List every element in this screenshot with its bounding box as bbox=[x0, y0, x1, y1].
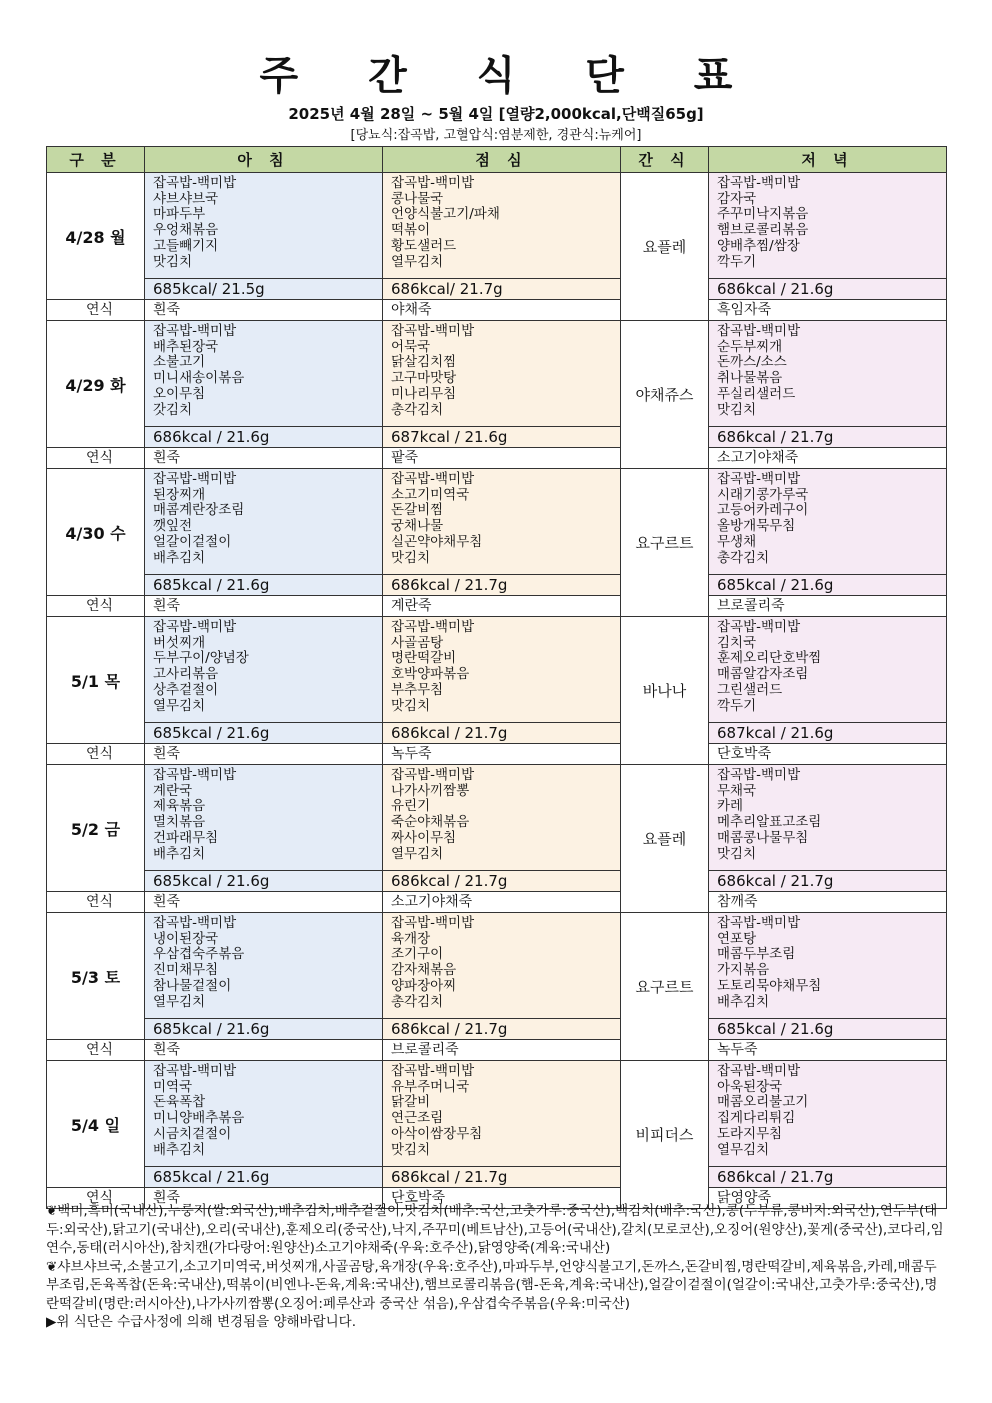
header-breakfast: 아 침 bbox=[145, 147, 383, 173]
lunch-porridge: 야채죽 bbox=[383, 300, 621, 321]
porridge-row bbox=[47, 300, 947, 321]
breakfast-porridge: 흰죽 bbox=[145, 1188, 383, 1209]
dinner-menu: 잡곡밥-백미밥 무채국 카레 메추리알표고조림 매콤콩나물무침 맛김치 bbox=[709, 765, 947, 871]
dinner-porridge: 닭영양죽 bbox=[709, 1188, 947, 1209]
dinner-porridge: 브로콜리죽 bbox=[709, 596, 947, 617]
header-snack: 간 식 bbox=[621, 147, 709, 173]
origin-note-2: ❦샤브샤브국,소불고기,소고기미역국,버섯찌개,사골곰탕,육개장(우육:호주산),마파두부,언양식불고기,돈까스,돈갈비찜,명란떡갈비,제육볶음,카레,매콤두부조림,돈육폭찹(돈육:국내산),떡볶이(비엔나-돈육,계육:국내산),햄브로콜리볶음(햄-돈육,계육:국내산),얼갈이겉절이(얼갈이:국내산,고춧가루:중국산),명란떡갈비(명란:러시아산),나가사끼짬뽕(오징어:페루산과 중국산 섞음),우삼겹숙주볶음(우육:미국산) bbox=[46, 1258, 938, 1312]
breakfast-porridge: 흰죽 bbox=[145, 744, 383, 765]
dinner-kcal: 686kcal / 21.7g bbox=[709, 1167, 947, 1188]
notes-section bbox=[46, 1202, 946, 1332]
day-kcal-row bbox=[47, 575, 947, 596]
snack-item: 요구르트 bbox=[621, 469, 709, 617]
notice-text: ▶위 식단은 수급사정에 의해 변경됨을 양해바랍니다. bbox=[46, 1314, 356, 1330]
day-label: 5/4 일 bbox=[47, 1061, 145, 1188]
lunch-menu: 잡곡밥-백미밥 콩나물국 언양식불고기/파채 떡볶이 황도샐러드 열무김치 bbox=[383, 173, 621, 279]
dinner-menu: 잡곡밥-백미밥 김치국 훈제오리단호박찜 매콤알감자조림 그린샐러드 깍두기 bbox=[709, 617, 947, 723]
snack-item: 바나나 bbox=[621, 617, 709, 765]
lunch-porridge: 녹두죽 bbox=[383, 744, 621, 765]
breakfast-porridge: 흰죽 bbox=[145, 1040, 383, 1061]
snack-item: 야채쥬스 bbox=[621, 321, 709, 469]
lunch-kcal: 686kcal / 21.7g bbox=[383, 723, 621, 744]
lunch-kcal: 686kcal / 21.7g bbox=[383, 1019, 621, 1040]
lunch-porridge: 팥죽 bbox=[383, 448, 621, 469]
breakfast-menu: 잡곡밥-백미밥 된장찌개 매콤계란장조림 깻잎전 얼갈이겉절이 배추김치 bbox=[145, 469, 383, 575]
dinner-kcal: 686kcal / 21.7g bbox=[709, 427, 947, 448]
breakfast-menu: 잡곡밥-백미밥 냉이된장국 우삼겹숙주볶음 진미채무침 참나물겉절이 열무김치 bbox=[145, 913, 383, 1019]
breakfast-menu: 잡곡밥-백미밥 배추된장국 소불고기 미니새송이볶음 오이무침 갓김치 bbox=[145, 321, 383, 427]
lunch-menu: 잡곡밥-백미밥 유부주머니국 닭갈비 연근조림 아삭이쌈장무침 맛김치 bbox=[383, 1061, 621, 1167]
breakfast-menu: 잡곡밥-백미밥 버섯찌개 두부구이/양념장 고사리볶음 상추겉절이 열무김치 bbox=[145, 617, 383, 723]
day-label: 5/1 목 bbox=[47, 617, 145, 744]
dinner-porridge: 참깨죽 bbox=[709, 892, 947, 913]
dinner-menu: 잡곡밥-백미밥 시래기콩가루국 고등어카레구이 올방개묵무침 무생채 총각김치 bbox=[709, 469, 947, 575]
dinner-porridge: 녹두죽 bbox=[709, 1040, 947, 1061]
dinner-menu: 잡곡밥-백미밥 순두부찌개 돈까스/소스 취나물볶음 푸실리샐러드 맛김치 bbox=[709, 321, 947, 427]
porridge-label: 연식 bbox=[47, 1040, 145, 1061]
lunch-menu: 잡곡밥-백미밥 사골곰탕 명란떡갈비 호박양파볶음 부추무침 맛김치 bbox=[383, 617, 621, 723]
day-items-row bbox=[47, 173, 947, 279]
dinner-menu: 잡곡밥-백미밥 감자국 주꾸미낙지볶음 햄브로콜리볶음 양배추찜/쌈장 깍두기 bbox=[709, 173, 947, 279]
porridge-label: 연식 bbox=[47, 300, 145, 321]
breakfast-kcal: 685kcal / 21.6g bbox=[145, 871, 383, 892]
day-label: 5/2 금 bbox=[47, 765, 145, 892]
page-title: 주 간 식 단 표 bbox=[259, 53, 761, 99]
breakfast-kcal: 685kcal / 21.6g bbox=[145, 1167, 383, 1188]
breakfast-menu: 잡곡밥-백미밥 계란국 제육볶음 멸치볶음 건파래무침 배추김치 bbox=[145, 765, 383, 871]
day-kcal-row bbox=[47, 1019, 947, 1040]
lunch-menu: 잡곡밥-백미밥 소고기미역국 돈갈비찜 궁채나물 실곤약야채무침 맛김치 bbox=[383, 469, 621, 575]
lunch-kcal: 687kcal / 21.6g bbox=[383, 427, 621, 448]
lunch-porridge: 브로콜리죽 bbox=[383, 1040, 621, 1061]
lunch-kcal: 686kcal / 21.7g bbox=[383, 575, 621, 596]
porridge-row bbox=[47, 596, 947, 617]
breakfast-kcal: 685kcal / 21.6g bbox=[145, 1019, 383, 1040]
table-header-row bbox=[47, 147, 947, 173]
day-label: 4/30 수 bbox=[47, 469, 145, 596]
breakfast-kcal: 685kcal / 21.6g bbox=[145, 723, 383, 744]
day-items-row bbox=[47, 617, 947, 723]
diet-note: [당뇨식:잡곡밥, 고혈압식:염분제한, 경관식:뉴케어] bbox=[350, 128, 642, 143]
day-items-row bbox=[47, 913, 947, 1019]
dinner-porridge: 단호박죽 bbox=[709, 744, 947, 765]
day-kcal-row bbox=[47, 427, 947, 448]
porridge-row bbox=[47, 892, 947, 913]
lunch-menu: 잡곡밥-백미밥 육개장 조기구이 감자채볶음 양파장아찌 총각김치 bbox=[383, 913, 621, 1019]
day-kcal-row bbox=[47, 723, 947, 744]
porridge-label: 연식 bbox=[47, 892, 145, 913]
dinner-kcal: 686kcal / 21.6g bbox=[709, 279, 947, 300]
day-items-row bbox=[47, 1061, 947, 1167]
dinner-kcal: 686kcal / 21.7g bbox=[709, 871, 947, 892]
dinner-porridge: 흑임자죽 bbox=[709, 300, 947, 321]
dinner-kcal: 685kcal / 21.6g bbox=[709, 1019, 947, 1040]
date-range-subtitle: 2025년 4월 28일 ~ 5월 4일 [열량2,000kcal,단백질65g] bbox=[288, 105, 704, 123]
lunch-kcal: 686kcal / 21.7g bbox=[383, 1167, 621, 1188]
weekly-menu-table bbox=[46, 146, 947, 1209]
porridge-label: 연식 bbox=[47, 744, 145, 765]
dinner-menu: 잡곡밥-백미밥 아욱된장국 매콤오리불고기 집게다리튀김 도라지무침 열무김치 bbox=[709, 1061, 947, 1167]
breakfast-menu: 잡곡밥-백미밥 샤브샤브국 마파두부 우엉채볶음 고들빼기지 맛김치 bbox=[145, 173, 383, 279]
dinner-porridge: 소고기야채죽 bbox=[709, 448, 947, 469]
snack-item: 요구르트 bbox=[621, 913, 709, 1061]
day-kcal-row bbox=[47, 871, 947, 892]
dinner-kcal: 685kcal / 21.6g bbox=[709, 575, 947, 596]
snack-item: 요플레 bbox=[621, 765, 709, 913]
breakfast-porridge: 흰죽 bbox=[145, 448, 383, 469]
lunch-porridge: 계란죽 bbox=[383, 596, 621, 617]
lunch-porridge: 소고기야채죽 bbox=[383, 892, 621, 913]
lunch-menu: 잡곡밥-백미밥 나가사끼짬뽕 유린기 죽순야채볶음 짜사이무침 열무김치 bbox=[383, 765, 621, 871]
breakfast-kcal: 686kcal / 21.6g bbox=[145, 427, 383, 448]
dinner-menu: 잡곡밥-백미밥 연포탕 매콤두부조림 가지볶음 도토리묵야채무침 배추김치 bbox=[709, 913, 947, 1019]
header-dinner: 저 녁 bbox=[709, 147, 947, 173]
lunch-kcal: 686kcal / 21.7g bbox=[383, 871, 621, 892]
day-items-row bbox=[47, 765, 947, 871]
porridge-row bbox=[47, 744, 947, 765]
porridge-label: 연식 bbox=[47, 448, 145, 469]
day-items-row bbox=[47, 321, 947, 427]
lunch-menu: 잡곡밥-백미밥 어묵국 닭살김치찜 고구마맛탕 미나리무침 총각김치 bbox=[383, 321, 621, 427]
breakfast-menu: 잡곡밥-백미밥 미역국 돈육폭찹 미니양배추볶음 시금치겉절이 배추김치 bbox=[145, 1061, 383, 1167]
day-label: 4/29 화 bbox=[47, 321, 145, 448]
day-label: 4/28 월 bbox=[47, 173, 145, 300]
header-gubun: 구 분 bbox=[47, 147, 145, 173]
porridge-row bbox=[47, 448, 947, 469]
day-label: 5/3 토 bbox=[47, 913, 145, 1040]
breakfast-kcal: 685kcal / 21.6g bbox=[145, 575, 383, 596]
breakfast-kcal: 685kcal/ 21.5g bbox=[145, 279, 383, 300]
day-kcal-row bbox=[47, 1167, 947, 1188]
breakfast-porridge: 흰죽 bbox=[145, 300, 383, 321]
snack-item: 비피더스 bbox=[621, 1061, 709, 1209]
porridge-row bbox=[47, 1040, 947, 1061]
breakfast-porridge: 흰죽 bbox=[145, 596, 383, 617]
lunch-porridge: 단호박죽 bbox=[383, 1188, 621, 1209]
porridge-label: 연식 bbox=[47, 596, 145, 617]
breakfast-porridge: 흰죽 bbox=[145, 892, 383, 913]
dinner-kcal: 687kcal / 21.6g bbox=[709, 723, 947, 744]
snack-item: 요플레 bbox=[621, 173, 709, 321]
porridge-label: 연식 bbox=[47, 1188, 145, 1209]
day-kcal-row bbox=[47, 279, 947, 300]
header-lunch: 점 심 bbox=[383, 147, 621, 173]
day-items-row bbox=[47, 469, 947, 575]
origin-note-1: ❦백미,흑미(국내산),누룽지(쌀:외국산),배추김치,배추겉절이,맛김치(배추:국산,고춧가루:중국산),백김치(배추:국산),콩(두부류,콩비지:외국산),연두부(대두:외국산),닭고기(국내산),오리(국내산),훈제오리(중국산),낙지,주꾸미(베트남산),고등어(국내산),갈치(모로코산),오징어(원양산),꽃게(중국산),코다리,임연수,동태(러시아산),참치캔(가다랑어:원양산)소고기야채죽(우육:호주산),닭영양죽(계육:국내산) bbox=[46, 1203, 944, 1256]
lunch-kcal: 686kcal/ 21.7g bbox=[383, 279, 621, 300]
